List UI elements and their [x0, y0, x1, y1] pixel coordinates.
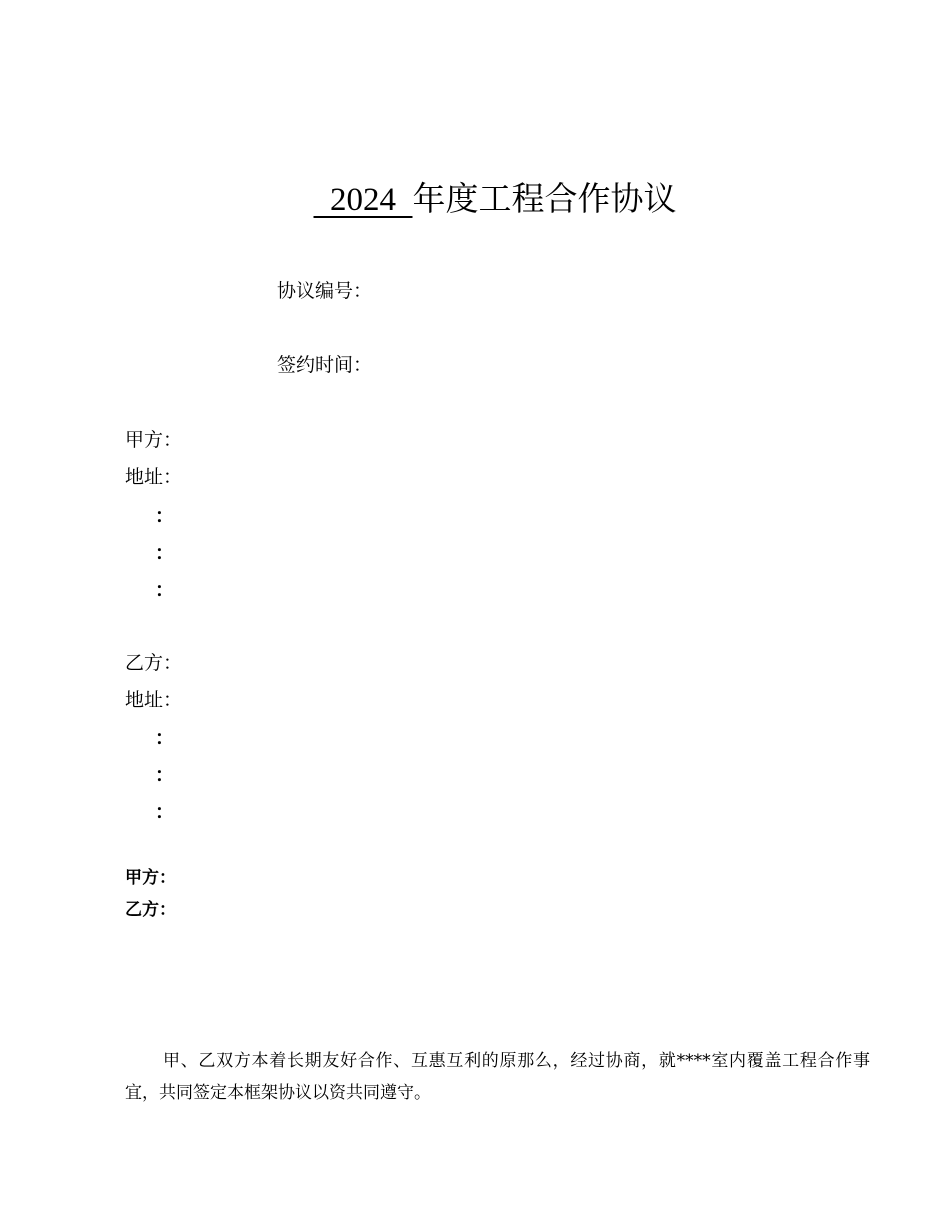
- party-a-field-colon: ：: [155, 542, 175, 564]
- agreement-number-label: 协议编号：: [277, 280, 373, 302]
- document-title: [0, 176, 950, 223]
- signing-time-label: 签约时间：: [277, 354, 373, 376]
- party-b-field-colon: ：: [155, 764, 175, 786]
- party-a-field-colon: ：: [155, 505, 175, 527]
- party-a-field-colon: ：: [155, 579, 175, 601]
- body-paragraph: 甲、乙双方本着长期友好合作、互惠互利的原那么，经过协商，就****室内覆盖工程合作事宜，共同签定本框架协议以资共同遵守。: [125, 1051, 870, 1103]
- party-b-name-label: 乙方：: [125, 652, 183, 674]
- party-a-name-label: 甲方：: [125, 429, 183, 451]
- title-text: 年度工程合作协议: [412, 179, 677, 218]
- party-b-field-colon: ：: [155, 727, 175, 749]
- party-b-field-colon: ：: [155, 801, 175, 823]
- party-b-address-label: 地址：: [125, 689, 183, 711]
- signature-party-b-label: 乙方：: [125, 900, 176, 920]
- party-a-address-label: 地址：: [125, 466, 183, 488]
- signature-party-a-label: 甲方：: [125, 868, 176, 888]
- title-year: 2024: [313, 182, 413, 218]
